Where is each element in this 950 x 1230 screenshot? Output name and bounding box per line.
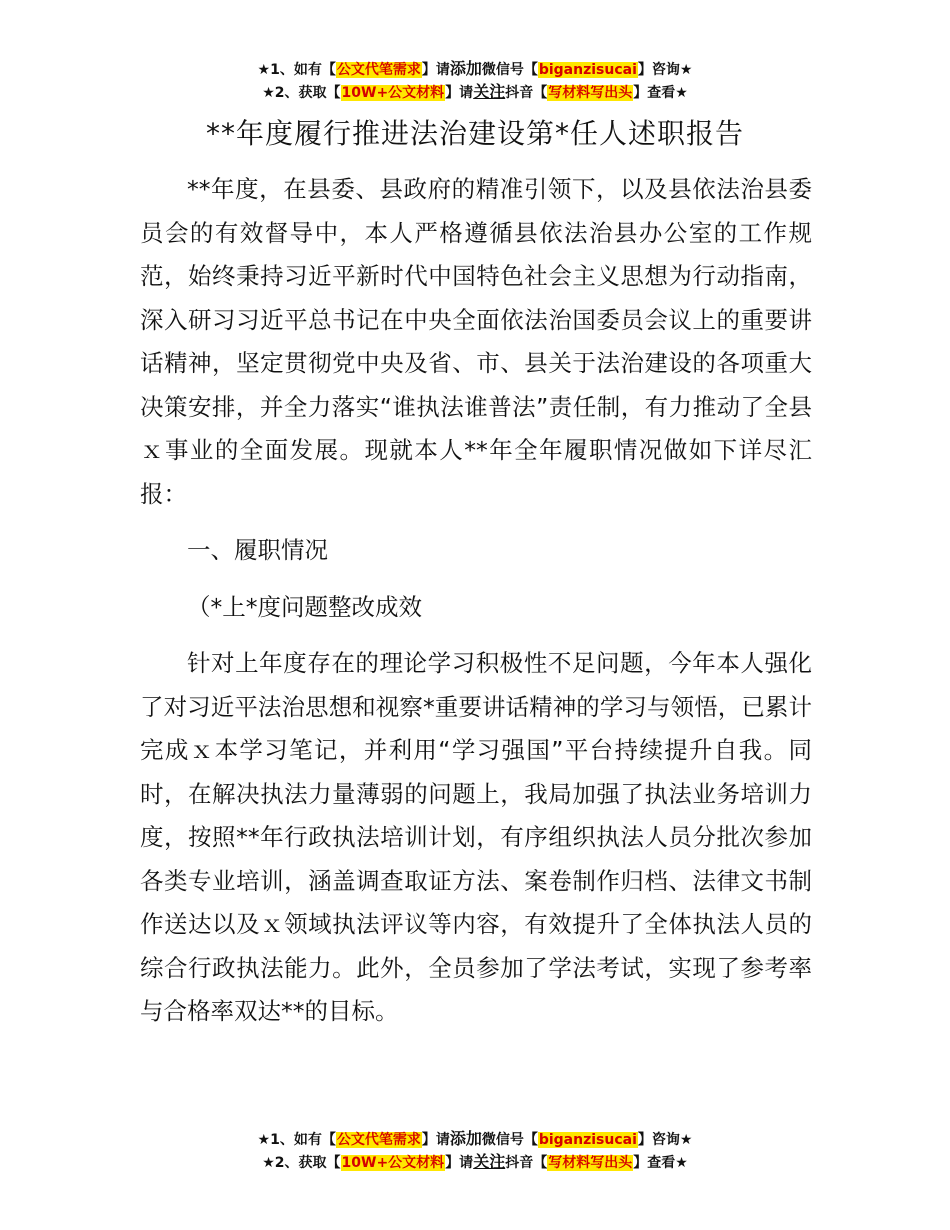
banner-emphasis: 添加 [449, 59, 482, 78]
banner-text: ★1、如有【 [257, 62, 336, 78]
banner-text: 】请 [421, 1132, 450, 1148]
section-heading: 一、履职情况 [187, 536, 328, 564]
banner-text: 微信号【 [481, 1132, 538, 1148]
banner-text: 】请 [421, 62, 450, 78]
highlight-materials: 10W+公文材料 [341, 85, 445, 101]
banner-text: 微信号【 [481, 62, 538, 78]
banner-line-2 [0, 81, 950, 104]
banner-text: 】咨询★ [637, 62, 693, 78]
banner-text: 】请 [445, 1155, 474, 1171]
highlight-service: 公文代笔需求 [336, 62, 421, 78]
header-banner [0, 58, 950, 104]
highlight-wechat-id: biganzisucai [538, 62, 637, 78]
document-title: **年度履行推进法治建设第*任人述职报告 [205, 117, 744, 150]
banner-text: 】查看★ [633, 85, 688, 101]
highlight-service: 公文代笔需求 [336, 1132, 421, 1148]
highlight-materials: 10W+公文材料 [341, 1155, 445, 1171]
banner-text: 抖音【 [505, 1155, 548, 1171]
banner-line-2 [0, 1151, 950, 1174]
banner-emphasis: 添加 [449, 1129, 482, 1148]
body-paragraph: 针对上年度存在的理论学习积极性不足问题，今年本人强化了对习近平法治思想和视察*重要讲话精神的学习与领悟，已累计完成ｘ本学习笔记，并利用“学习强国”平台持续提升自我。同时，在解决执法力量薄弱的问题上，我局加强了执法业务培训力度，按照**年行政执法培训计划，有序组织执法人员分批次参加各类专业培训，涵盖调查取证方法、案卷制作归档、法律文书制作送达以及ｘ领域执法评议等内容，有效提升了全体执法人员的综合行政执法能力。此外，全员参加了学法考试，实现了参考率与合格率双达**的目标。 [140, 649, 812, 1025]
subsection-heading: （*上*度问题整改成效 [187, 592, 422, 621]
highlight-douyin-id: 写材料写出头 [548, 85, 633, 101]
banner-line-1 [0, 1128, 950, 1151]
banner-emphasis: 关注 [473, 1152, 506, 1171]
banner-text: ★2、获取【 [262, 1155, 341, 1171]
highlight-douyin-id: 写材料写出头 [548, 1155, 633, 1171]
banner-text: 】查看★ [633, 1155, 688, 1171]
banner-emphasis: 关注 [473, 82, 506, 101]
banner-text: 抖音【 [505, 85, 548, 101]
document-body [140, 168, 812, 1034]
footer-banner [0, 1128, 950, 1174]
highlight-wechat-id: biganzisucai [538, 1132, 637, 1148]
banner-text: 】请 [445, 85, 474, 101]
intro-paragraph: **年度，在县委、县政府的精准引领下，以及县依法治县委员会的有效督导中，本人严格遵循县依法治县办公室的工作规范，始终秉持习近平新时代中国特色社会主义思想为行动指南，深入研习习近平总书记在中央全面依法治国委员会议上的重要讲话精神，坚定贯彻党中央及省、市、县关于法治建设的各项重大决策安排，并全力落实“谁执法谁普法”责任制，有力推动了全县ｘ事业的全面发展。现就本人**年全年履职情况做如下详尽汇报： [140, 175, 812, 508]
banner-line-1 [0, 58, 950, 81]
banner-text: 】咨询★ [637, 1132, 693, 1148]
banner-text: ★1、如有【 [257, 1132, 336, 1148]
banner-text: ★2、获取【 [262, 85, 341, 101]
